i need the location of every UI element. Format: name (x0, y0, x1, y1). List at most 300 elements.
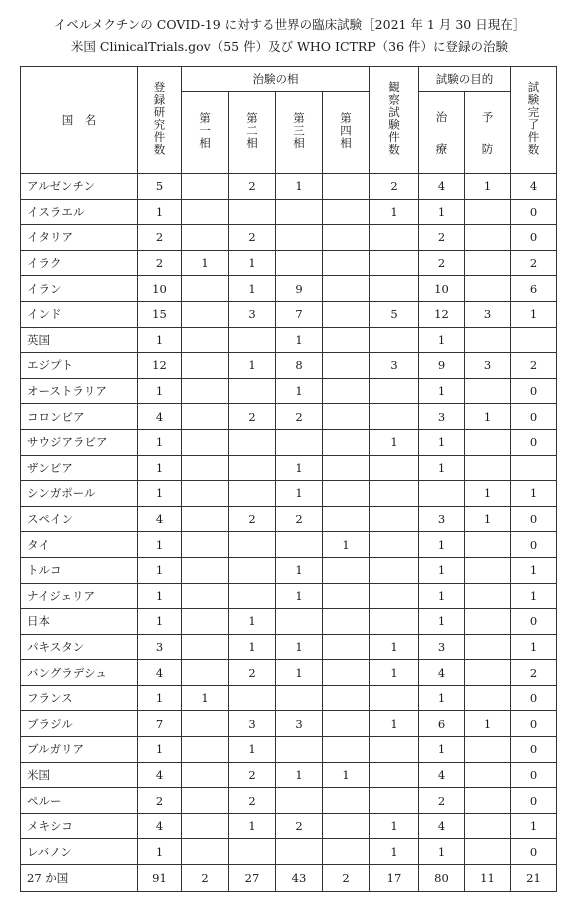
cell-prevention (465, 429, 511, 455)
cell-country: アルゼンチン (21, 174, 138, 200)
cell-treatment: 1 (419, 609, 465, 635)
cell-registered: 2 (138, 250, 182, 276)
cell-phase4 (323, 250, 370, 276)
cell-observational (370, 250, 419, 276)
cell-phase1 (182, 609, 229, 635)
cell-observational: 1 (370, 839, 419, 865)
cell-phase4 (323, 609, 370, 635)
cell-country: コロンビア (21, 404, 138, 430)
cell-registered: 1 (138, 481, 182, 507)
table-row (21, 634, 557, 660)
cell-completed: 0 (511, 609, 557, 635)
cell-registered: 4 (138, 660, 182, 686)
cell-registered: 4 (138, 506, 182, 532)
table-row (21, 301, 557, 327)
cell-phase2: 2 (229, 762, 276, 788)
cell-completed (511, 455, 557, 481)
cell-observational (370, 481, 419, 507)
cell-phase2: 27 (229, 865, 276, 892)
cell-prevention (465, 634, 511, 660)
cell-treatment: 80 (419, 865, 465, 892)
document-title (0, 14, 579, 58)
cell-completed: 0 (511, 429, 557, 455)
cell-treatment: 1 (419, 839, 465, 865)
cell-phase2: 2 (229, 788, 276, 814)
cell-registered: 2 (138, 788, 182, 814)
cell-treatment: 2 (419, 788, 465, 814)
cell-observational (370, 685, 419, 711)
cell-observational (370, 378, 419, 404)
cell-phase1 (182, 276, 229, 302)
cell-completed: 0 (511, 506, 557, 532)
cell-observational (370, 532, 419, 558)
cell-country: オーストラリア (21, 378, 138, 404)
cell-registered: 3 (138, 634, 182, 660)
cell-completed: 1 (511, 813, 557, 839)
cell-phase4 (323, 557, 370, 583)
cell-treatment: 1 (419, 583, 465, 609)
cell-phase4 (323, 788, 370, 814)
cell-treatment: 1 (419, 532, 465, 558)
table-row (21, 660, 557, 686)
cell-phase1 (182, 327, 229, 353)
cell-phase4: 2 (323, 865, 370, 892)
cell-country: スペイン (21, 506, 138, 532)
cell-prevention (465, 660, 511, 686)
cell-observational (370, 327, 419, 353)
cell-prevention (465, 532, 511, 558)
cell-phase3: 8 (276, 353, 323, 379)
cell-completed: 1 (511, 634, 557, 660)
cell-observational: 3 (370, 353, 419, 379)
table-row (21, 199, 557, 225)
cell-registered: 91 (138, 865, 182, 892)
cell-phase2 (229, 839, 276, 865)
cell-phase1 (182, 634, 229, 660)
table-row (21, 174, 557, 200)
header-country: 国 名 (21, 67, 138, 174)
cell-country: エジプト (21, 353, 138, 379)
cell-phase2: 1 (229, 276, 276, 302)
cell-phase4 (323, 199, 370, 225)
cell-observational (370, 225, 419, 251)
cell-observational (370, 455, 419, 481)
cell-completed: 0 (511, 532, 557, 558)
cell-phase1 (182, 506, 229, 532)
cell-phase4 (323, 711, 370, 737)
total-row (21, 865, 557, 892)
cell-completed: 2 (511, 250, 557, 276)
cell-treatment: 1 (419, 557, 465, 583)
cell-phase4 (323, 634, 370, 660)
cell-phase1 (182, 737, 229, 763)
cell-registered: 15 (138, 301, 182, 327)
cell-phase2 (229, 685, 276, 711)
cell-treatment: 3 (419, 404, 465, 430)
cell-completed: 2 (511, 353, 557, 379)
cell-country: パキスタン (21, 634, 138, 660)
cell-completed: 4 (511, 174, 557, 200)
clinical-trials-table (20, 66, 557, 892)
cell-phase2: 1 (229, 353, 276, 379)
cell-phase3: 1 (276, 634, 323, 660)
cell-country: 米国 (21, 762, 138, 788)
cell-completed: 0 (511, 762, 557, 788)
cell-phase1 (182, 762, 229, 788)
cell-phase1 (182, 583, 229, 609)
cell-treatment: 4 (419, 813, 465, 839)
cell-phase3: 2 (276, 506, 323, 532)
cell-country: 日本 (21, 609, 138, 635)
cell-observational: 1 (370, 813, 419, 839)
cell-completed: 21 (511, 865, 557, 892)
cell-treatment: 4 (419, 660, 465, 686)
table-row (21, 711, 557, 737)
cell-observational: 1 (370, 660, 419, 686)
cell-phase3 (276, 609, 323, 635)
cell-phase2: 3 (229, 711, 276, 737)
cell-prevention (465, 839, 511, 865)
cell-treatment: 6 (419, 711, 465, 737)
cell-phase2: 1 (229, 634, 276, 660)
cell-prevention (465, 762, 511, 788)
cell-completed: 6 (511, 276, 557, 302)
cell-registered: 1 (138, 327, 182, 353)
cell-registered: 2 (138, 225, 182, 251)
cell-prevention (465, 276, 511, 302)
cell-phase4 (323, 276, 370, 302)
title-line-2: 米国 ClinicalTrials.gov（55 件）及び WHO ICTRP（36 件）に登録の治験 (70, 39, 509, 54)
cell-phase3 (276, 839, 323, 865)
cell-country: サウジアラビア (21, 429, 138, 455)
cell-phase2 (229, 557, 276, 583)
cell-treatment: 1 (419, 378, 465, 404)
cell-phase2: 2 (229, 225, 276, 251)
table-row (21, 225, 557, 251)
cell-registered: 1 (138, 429, 182, 455)
cell-observational: 1 (370, 429, 419, 455)
cell-registered: 1 (138, 557, 182, 583)
cell-registered: 4 (138, 762, 182, 788)
cell-completed: 0 (511, 199, 557, 225)
cell-registered: 1 (138, 839, 182, 865)
table-row (21, 685, 557, 711)
cell-phase2 (229, 532, 276, 558)
table-row (21, 455, 557, 481)
cell-registered: 4 (138, 813, 182, 839)
cell-completed: 0 (511, 685, 557, 711)
header-observational: 観察試験件数 (370, 67, 419, 174)
cell-prevention (465, 685, 511, 711)
cell-registered: 1 (138, 378, 182, 404)
header-prevention: 予 防 (465, 92, 511, 174)
cell-country: フランス (21, 685, 138, 711)
cell-phase3 (276, 685, 323, 711)
table-row (21, 788, 557, 814)
cell-phase2: 2 (229, 660, 276, 686)
table-row (21, 737, 557, 763)
cell-phase1 (182, 455, 229, 481)
cell-phase2: 3 (229, 301, 276, 327)
cell-observational: 5 (370, 301, 419, 327)
cell-prevention (465, 225, 511, 251)
header-phase2: 第二相 (229, 92, 276, 174)
header-registered: 登録研究件数 (138, 67, 182, 174)
cell-phase4 (323, 327, 370, 353)
cell-observational (370, 276, 419, 302)
cell-country: シンガポール (21, 481, 138, 507)
cell-country: タイ (21, 532, 138, 558)
cell-prevention: 1 (465, 404, 511, 430)
cell-phase3: 1 (276, 557, 323, 583)
table-row (21, 813, 557, 839)
cell-completed: 0 (511, 711, 557, 737)
cell-treatment: 4 (419, 174, 465, 200)
cell-prevention: 1 (465, 506, 511, 532)
cell-country: ペルー (21, 788, 138, 814)
cell-phase2: 2 (229, 506, 276, 532)
cell-phase1 (182, 301, 229, 327)
cell-country: レバノン (21, 839, 138, 865)
cell-phase2 (229, 199, 276, 225)
cell-country: イラン (21, 276, 138, 302)
cell-phase1 (182, 813, 229, 839)
cell-phase3: 7 (276, 301, 323, 327)
cell-observational (370, 557, 419, 583)
cell-completed: 1 (511, 583, 557, 609)
table-row (21, 429, 557, 455)
cell-phase2 (229, 378, 276, 404)
cell-phase3: 2 (276, 813, 323, 839)
cell-phase2 (229, 583, 276, 609)
cell-phase3: 1 (276, 762, 323, 788)
header-phase1: 第一相 (182, 92, 229, 174)
table-row (21, 609, 557, 635)
cell-phase3: 1 (276, 455, 323, 481)
cell-registered: 1 (138, 737, 182, 763)
cell-prevention: 3 (465, 301, 511, 327)
cell-observational (370, 788, 419, 814)
cell-phase2: 1 (229, 609, 276, 635)
header-phase4: 第四相 (323, 92, 370, 174)
header-treatment: 治 療 (419, 92, 465, 174)
cell-prevention (465, 250, 511, 276)
cell-prevention (465, 327, 511, 353)
cell-phase2: 2 (229, 404, 276, 430)
cell-completed: 0 (511, 225, 557, 251)
cell-phase3 (276, 225, 323, 251)
cell-observational: 1 (370, 711, 419, 737)
cell-country: 英国 (21, 327, 138, 353)
cell-prevention (465, 788, 511, 814)
cell-registered: 1 (138, 455, 182, 481)
cell-phase1 (182, 788, 229, 814)
table-row (21, 353, 557, 379)
cell-phase3 (276, 429, 323, 455)
cell-phase3: 1 (276, 660, 323, 686)
cell-treatment: 2 (419, 225, 465, 251)
cell-phase1 (182, 429, 229, 455)
table-row (21, 327, 557, 353)
cell-prevention (465, 609, 511, 635)
cell-phase4 (323, 737, 370, 763)
cell-treatment: 2 (419, 250, 465, 276)
cell-treatment: 10 (419, 276, 465, 302)
cell-phase4 (323, 583, 370, 609)
cell-country: ナイジェリア (21, 583, 138, 609)
cell-prevention: 11 (465, 865, 511, 892)
cell-phase3: 3 (276, 711, 323, 737)
cell-treatment: 4 (419, 762, 465, 788)
cell-prevention: 1 (465, 174, 511, 200)
cell-prevention: 3 (465, 353, 511, 379)
cell-treatment: 1 (419, 455, 465, 481)
cell-phase1 (182, 199, 229, 225)
cell-completed: 1 (511, 481, 557, 507)
cell-phase3: 2 (276, 404, 323, 430)
cell-phase4 (323, 301, 370, 327)
cell-observational (370, 583, 419, 609)
table-row (21, 762, 557, 788)
cell-country: トルコ (21, 557, 138, 583)
cell-phase3: 1 (276, 481, 323, 507)
cell-treatment: 12 (419, 301, 465, 327)
cell-prevention (465, 557, 511, 583)
cell-phase1: 2 (182, 865, 229, 892)
cell-phase3: 43 (276, 865, 323, 892)
cell-treatment (419, 481, 465, 507)
cell-phase4 (323, 481, 370, 507)
cell-phase2 (229, 481, 276, 507)
cell-phase4 (323, 813, 370, 839)
cell-phase1: 1 (182, 250, 229, 276)
title-line-1: イベルメクチンの COVID-19 に対する世界の臨床試験［2021 年 1 月 30 日現在］ (53, 17, 526, 32)
cell-registered: 1 (138, 583, 182, 609)
cell-phase3: 9 (276, 276, 323, 302)
cell-registered: 10 (138, 276, 182, 302)
cell-treatment: 1 (419, 327, 465, 353)
header-phase3: 第三相 (276, 92, 323, 174)
cell-completed: 0 (511, 839, 557, 865)
cell-prevention (465, 455, 511, 481)
cell-phase1: 1 (182, 685, 229, 711)
cell-completed (511, 327, 557, 353)
cell-phase4 (323, 839, 370, 865)
cell-phase2 (229, 455, 276, 481)
cell-phase2 (229, 429, 276, 455)
header-phase-group: 治験の相 (182, 67, 370, 92)
cell-phase3 (276, 250, 323, 276)
cell-phase4 (323, 225, 370, 251)
cell-phase2 (229, 327, 276, 353)
cell-completed: 0 (511, 737, 557, 763)
cell-observational: 2 (370, 174, 419, 200)
cell-phase2: 1 (229, 737, 276, 763)
cell-phase4: 1 (323, 762, 370, 788)
cell-completed: 0 (511, 378, 557, 404)
cell-phase1 (182, 353, 229, 379)
cell-registered: 1 (138, 532, 182, 558)
cell-phase2: 2 (229, 174, 276, 200)
cell-observational (370, 404, 419, 430)
cell-observational (370, 737, 419, 763)
cell-registered: 1 (138, 685, 182, 711)
cell-observational (370, 506, 419, 532)
table-row (21, 276, 557, 302)
table-row (21, 532, 557, 558)
cell-treatment: 9 (419, 353, 465, 379)
cell-registered: 12 (138, 353, 182, 379)
cell-country: インド (21, 301, 138, 327)
cell-registered: 1 (138, 609, 182, 635)
cell-country: メキシコ (21, 813, 138, 839)
table-row (21, 378, 557, 404)
cell-country: イラク (21, 250, 138, 276)
cell-treatment: 1 (419, 429, 465, 455)
cell-phase1 (182, 404, 229, 430)
table-row (21, 481, 557, 507)
cell-observational: 1 (370, 199, 419, 225)
cell-phase4 (323, 429, 370, 455)
cell-registered: 7 (138, 711, 182, 737)
cell-phase1 (182, 225, 229, 251)
cell-prevention: 1 (465, 481, 511, 507)
cell-country: バングラデシュ (21, 660, 138, 686)
cell-phase4 (323, 353, 370, 379)
cell-phase1 (182, 378, 229, 404)
table-row (21, 506, 557, 532)
header-completed: 試験完了件数 (511, 67, 557, 174)
cell-phase3: 1 (276, 174, 323, 200)
cell-treatment: 1 (419, 685, 465, 711)
cell-treatment: 3 (419, 506, 465, 532)
cell-observational: 1 (370, 634, 419, 660)
cell-registered: 5 (138, 174, 182, 200)
cell-country: イスラエル (21, 199, 138, 225)
cell-completed: 2 (511, 660, 557, 686)
cell-prevention (465, 583, 511, 609)
cell-phase3 (276, 788, 323, 814)
cell-phase1 (182, 532, 229, 558)
cell-phase1 (182, 711, 229, 737)
cell-phase4 (323, 506, 370, 532)
cell-country: ザンビア (21, 455, 138, 481)
cell-treatment: 3 (419, 634, 465, 660)
cell-completed: 1 (511, 301, 557, 327)
cell-country: イタリア (21, 225, 138, 251)
cell-phase4: 1 (323, 532, 370, 558)
cell-registered: 4 (138, 404, 182, 430)
cell-phase3 (276, 532, 323, 558)
cell-phase3: 1 (276, 583, 323, 609)
cell-prevention (465, 737, 511, 763)
cell-treatment: 1 (419, 199, 465, 225)
cell-phase2: 1 (229, 250, 276, 276)
cell-country: ブルガリア (21, 737, 138, 763)
cell-country: 27 か国 (21, 865, 138, 892)
cell-phase4 (323, 685, 370, 711)
header-purpose-group: 試験の目的 (419, 67, 511, 92)
cell-phase4 (323, 378, 370, 404)
cell-phase4 (323, 174, 370, 200)
table-row (21, 557, 557, 583)
table-row (21, 839, 557, 865)
cell-phase3: 1 (276, 327, 323, 353)
cell-phase1 (182, 481, 229, 507)
cell-phase1 (182, 174, 229, 200)
cell-phase3 (276, 199, 323, 225)
table-row (21, 583, 557, 609)
